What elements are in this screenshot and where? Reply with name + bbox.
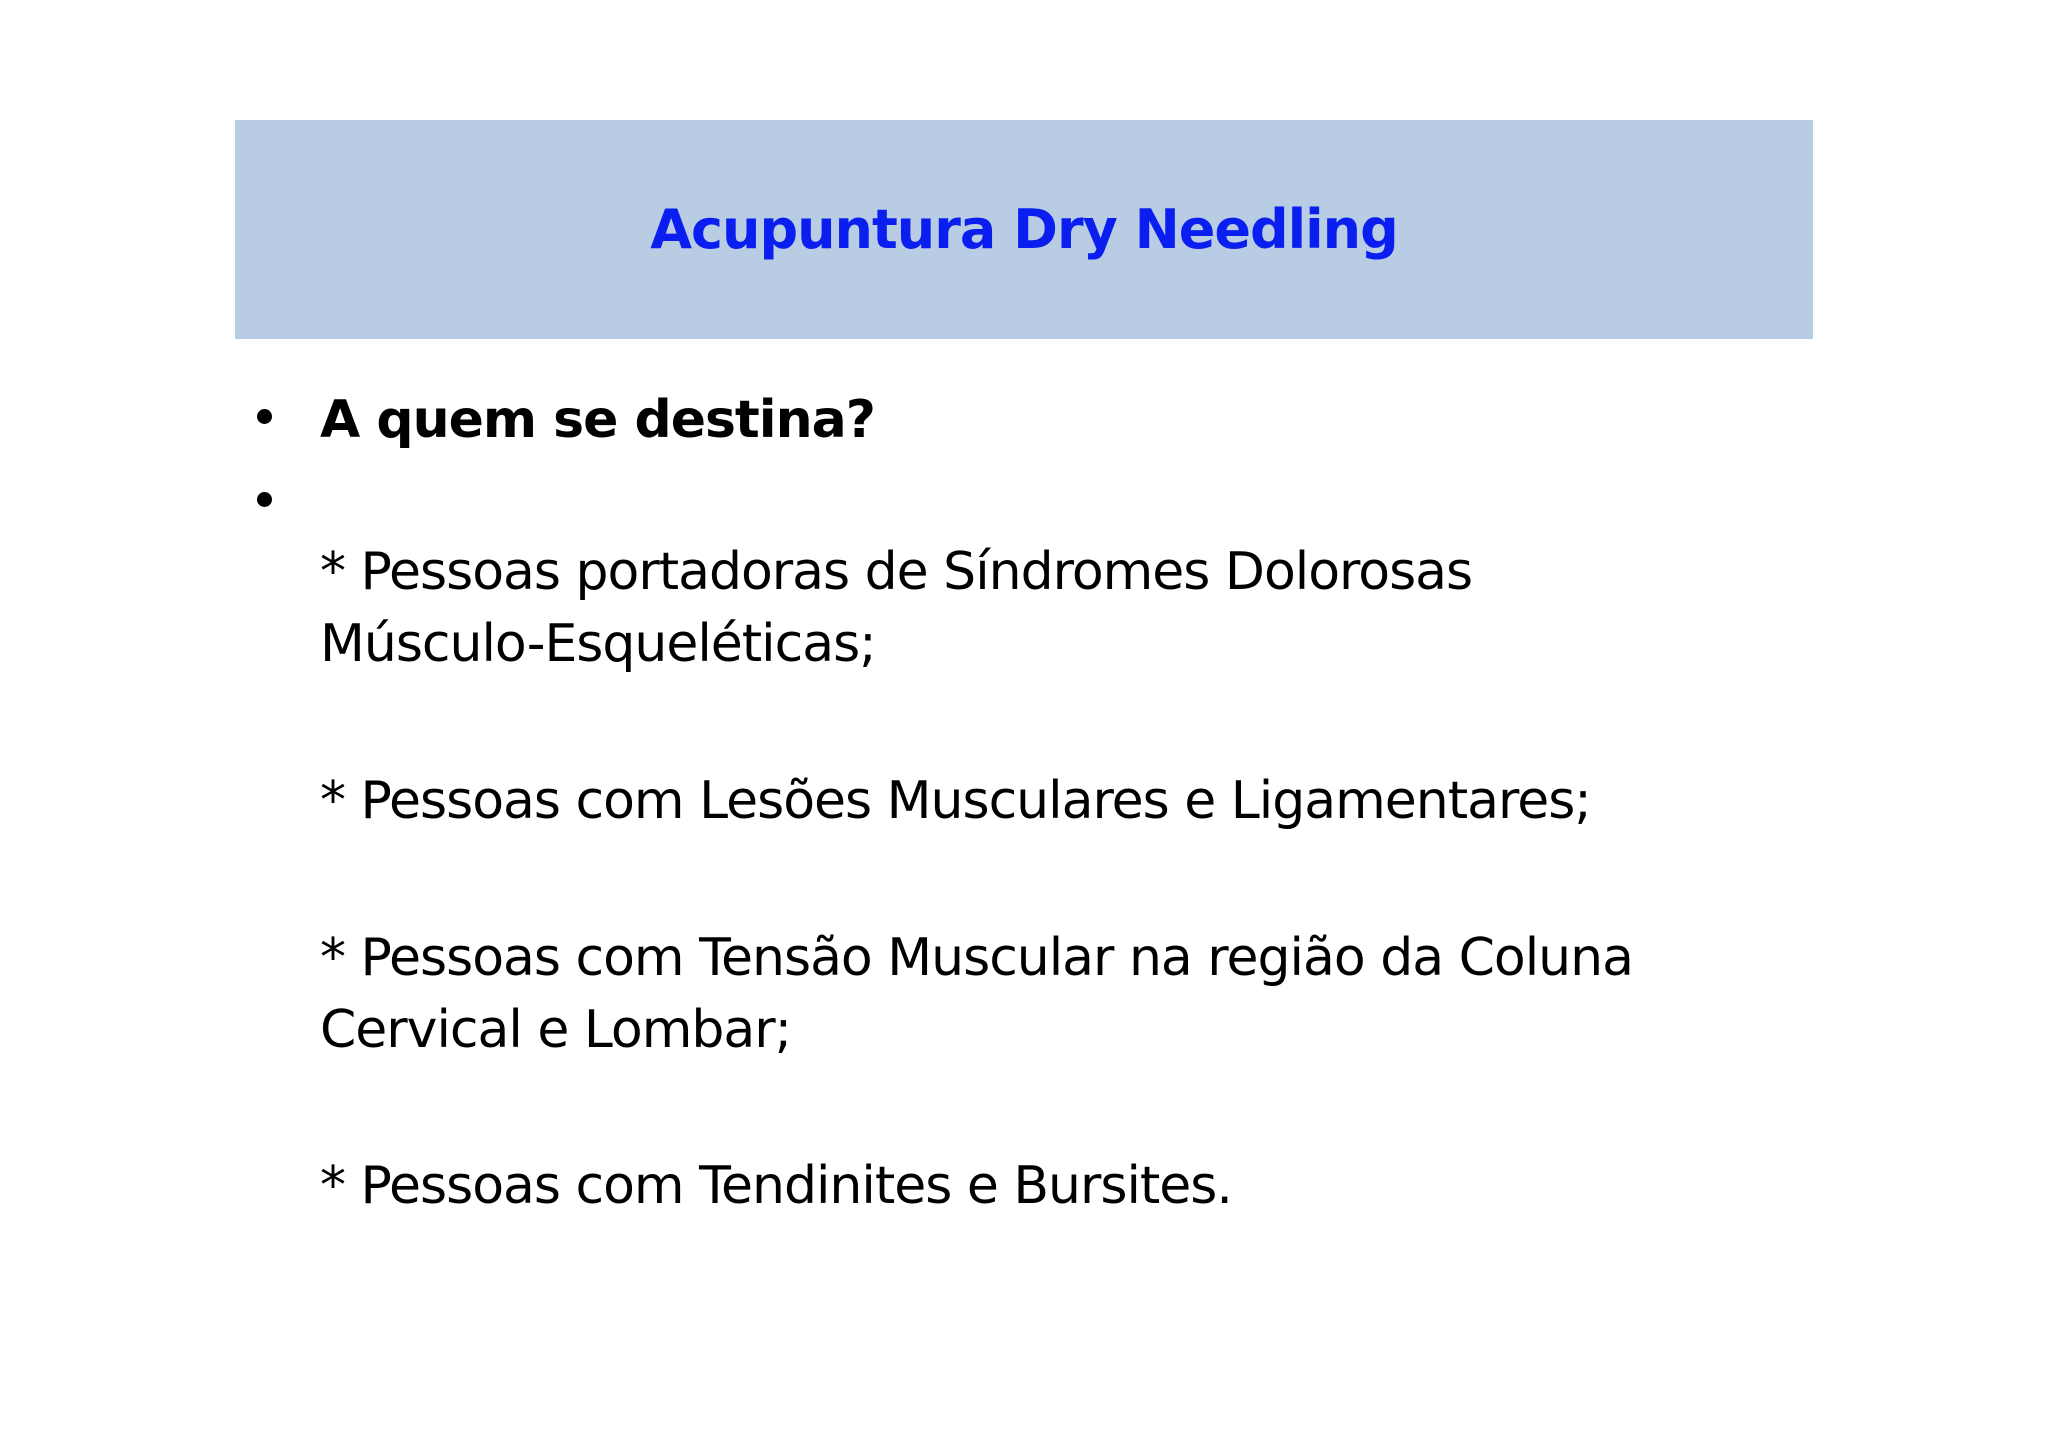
bullet-icon — [257, 492, 272, 507]
list-item-injuries — [320, 765, 1800, 837]
list-item-line: Cervical e Lombar; — [320, 1000, 792, 1060]
list-item-line: Músculo-Esqueléticas; — [320, 614, 876, 674]
bullet-heading: A quem se destina? — [320, 390, 875, 450]
list-item-line: * Pessoas com Lesões Musculares e Ligamentares; — [320, 771, 1591, 831]
list-item-tension — [320, 922, 1800, 1066]
list-item-tendinitis — [320, 1150, 1800, 1222]
list-item-line: * Pessoas com Tendinites e Bursites. — [320, 1156, 1232, 1216]
title-band — [235, 120, 1813, 339]
list-item-syndromes — [320, 536, 1800, 680]
list-item-line: * Pessoas com Tensão Muscular na região da Coluna — [320, 928, 1633, 988]
list-item-line: * Pessoas portadoras de Síndromes Dolorosas — [320, 542, 1473, 602]
slide-title: Acupuntura Dry Needling — [650, 198, 1398, 261]
bullet-icon — [257, 409, 272, 424]
